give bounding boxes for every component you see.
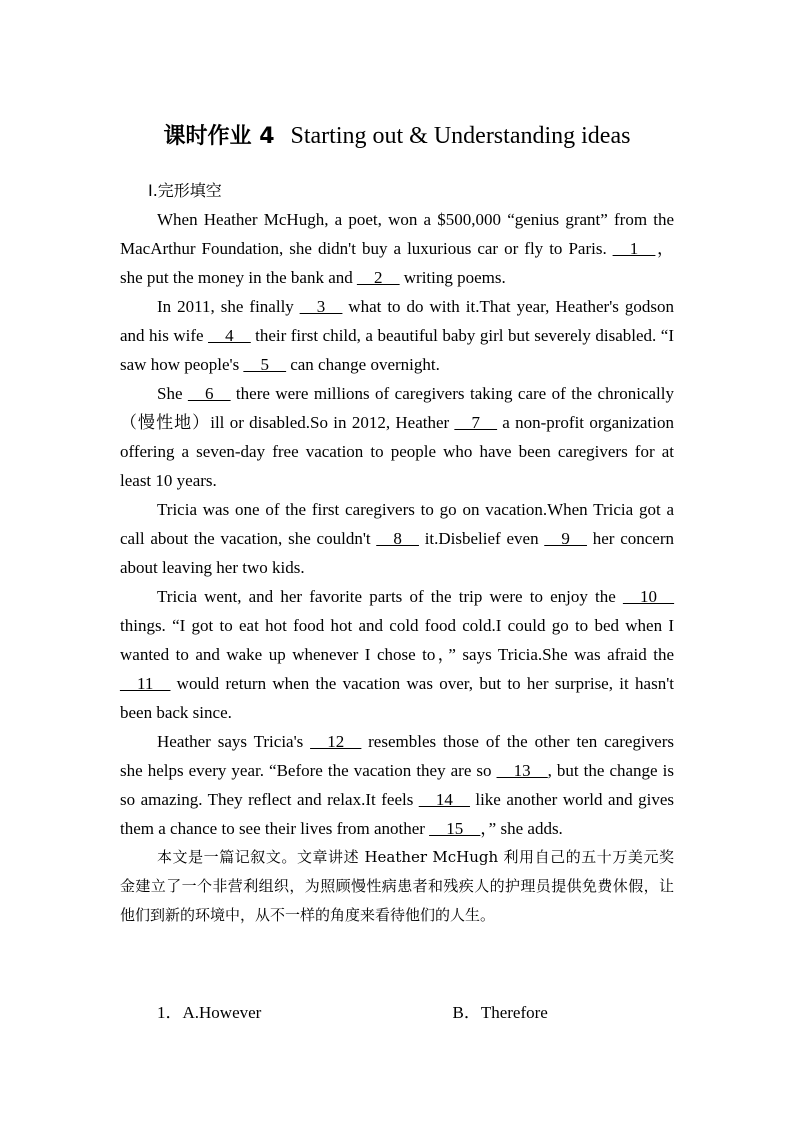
paragraph-text: resembles those of the other ten caregivers she helps every year. “Before the vacation they are so: [120, 732, 674, 780]
paragraph-text: When Heather McHugh, a poet, won a $500,000 “genius grant” from the MacArthur Foundation, she didn't buy a luxurious car or fly to Paris.: [120, 210, 674, 258]
blank-13: __13__: [496, 761, 548, 780]
blank-1: __1__: [612, 239, 656, 258]
blank-7: __7__: [454, 413, 497, 432]
paragraph-text: a non-profit organization offering a seven-day free vacation to people who have been caregivers for at least 10 years.: [120, 413, 674, 490]
blank-15: __15__: [429, 819, 481, 838]
question-1-options: [157, 1000, 677, 1026]
paragraph-text: things. “I got to eat hot food hot and cold food cold.I could go to bed when I wanted to and wake up whenever I chose to，” says Tricia.She was afraid the: [120, 616, 674, 664]
blank-9: __9__: [544, 529, 587, 548]
page-title: [0, 120, 794, 153]
blank-14: __14__: [418, 790, 470, 809]
option-b: B．Therefore: [452, 1003, 548, 1022]
section-heading: Ⅰ.完形填空: [148, 181, 222, 200]
blank-8: __8__: [376, 529, 419, 548]
question-number: 1．: [157, 1003, 183, 1022]
blank-12: __12__: [310, 732, 362, 751]
title-english: Starting out & Understanding ideas: [290, 123, 631, 149]
paragraph-3: [120, 379, 674, 495]
paragraph-text: can change overnight.: [285, 355, 440, 374]
paragraph-6: [120, 727, 674, 843]
option-a: A.However: [182, 1003, 262, 1022]
blank-10: __10__: [623, 587, 674, 606]
paragraph-text: would return when the vacation was over, but to her surprise, it hasn't been back since.: [120, 674, 674, 722]
paragraph-4: [120, 495, 674, 582]
passage-summary: 本文是一篇记叙文。文章讲述 Heather McHugh 利用自己的五十万美元奖金建立了一个非营利组织，为照顾慢性病患者和残疾人的护理员提供免费休假，让他们到新的环境中，从不一样的角度来看待他们的人生。: [120, 848, 674, 924]
blank-11: __11__: [120, 674, 171, 693]
blank-3: __3__: [299, 297, 343, 316]
paragraph-text: like another world and gives them a chance to see their lives from another: [120, 790, 674, 838]
paragraph-5: [120, 582, 674, 727]
paragraph-text: their first child, a beautiful baby girl but severely disabled. “I saw how people's: [120, 326, 675, 374]
paragraph-text: her concern about leaving her two kids.: [120, 529, 675, 577]
paragraph-text: She: [157, 384, 188, 403]
blank-5: __5__: [243, 355, 286, 374]
blank-2: __2__: [357, 268, 400, 287]
paragraph-2: [120, 292, 674, 379]
title-chinese: 课时作业 4: [163, 124, 275, 149]
paragraph-text: what to do with it.That year, Heather's godson and his wife: [120, 297, 674, 345]
paragraph-text: Tricia went, and her favorite parts of the trip were to enjoy the: [157, 587, 623, 606]
cloze-passage: [120, 205, 674, 930]
paragraph-text: In 2011, she finally: [157, 297, 300, 316]
blank-6: __6__: [187, 384, 231, 403]
paragraph-text: there were millions of caregivers taking care of the chronically（慢性地）ill or disabled.So in 2012, Heather: [120, 384, 674, 432]
paragraph-text: , but the change is so amazing. They reflect and relax.It feels: [120, 761, 674, 809]
paragraph-1: [120, 205, 674, 292]
paragraph-text: Heather says Tricia's: [157, 732, 311, 751]
paragraph-text: it.Disbelief even: [418, 529, 545, 548]
paragraph-text: ，” she adds.: [480, 819, 563, 838]
paragraph-text: ， she put the money in the bank and: [120, 239, 675, 287]
paragraph-text: Tricia was one of the first caregivers to go on vacation.When Tricia got a call about the vacation, she couldn't: [120, 500, 674, 548]
paragraph-text: writing poems.: [399, 268, 506, 287]
blank-4: __4__: [208, 326, 251, 345]
